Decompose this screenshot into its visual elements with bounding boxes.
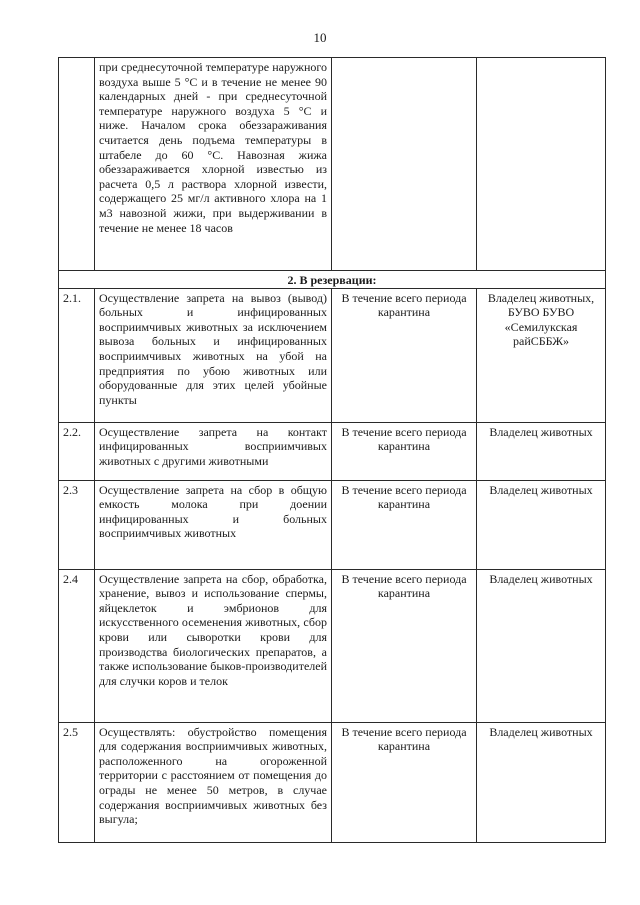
- row-term: В течение всего периода карантина: [332, 422, 477, 480]
- page-number: 10: [313, 30, 327, 45]
- table-row: [59, 569, 606, 722]
- row-number: 2.1.: [59, 288, 95, 422]
- row-responsible: Владелец животных: [477, 722, 606, 842]
- row-responsible: Владелец животных: [477, 422, 606, 480]
- row-description: Осуществление запрета на сбор в общую емкость молока при доении инфицированных и больных восприимчивых животных: [95, 480, 332, 569]
- row-description: Осуществление запрета на контакт инфицированных восприимчивых животных с другими животными: [95, 422, 332, 480]
- table-row-continuation: [59, 58, 606, 271]
- row-number: [59, 58, 95, 271]
- table-row: [59, 288, 606, 422]
- row-term: [332, 58, 477, 271]
- row-responsible: Владелец животных: [477, 480, 606, 569]
- row-responsible: Владелец животных, БУВО БУВО «Семилукская райСББЖ»: [477, 288, 606, 422]
- row-responsible: [477, 58, 606, 271]
- row-description: при среднесуточной температуре наружного воздуха выше 5 °С и в течение не менее 90 календарных дней - при среднесуточной температуре наружного воздуха 5 °С и ниже. Началом срока обеззараживания считается день подъема температуры в штабеле до 60 °С. Навозная жижа обеззараживается хлорной известью из расчета 0,5 л раствора хлорной извести, содержащего 25 мг/л активного хлора на 1 м3 навозной жижи, при выдерживании в течение не менее 18 часов: [95, 58, 332, 271]
- row-description: Осуществлять: обустройство помещения для содержания восприимчивых животных, расположенного на огороженной территории с расстоянием от помещения до ограды не менее 50 метров, в случае содержания восприимчивых животных без выгула;: [95, 722, 332, 842]
- quarantine-measures-table: [58, 57, 606, 843]
- table-row: [59, 480, 606, 569]
- row-number: 2.4: [59, 569, 95, 722]
- row-description: Осуществление запрета на сбор, обработка, хранение, вывоз и использование спермы, яйцеклеток и эмбрионов для искусственного осеменения животных, сбор крови или сыворотки крови для производства биологических препаратов, а также использование быков-производителей для случки коров и телок: [95, 569, 332, 722]
- table-row: [59, 722, 606, 842]
- table-row: [59, 422, 606, 480]
- row-term: В течение всего периода карантина: [332, 288, 477, 422]
- row-term: В течение всего периода карантина: [332, 722, 477, 842]
- row-term: В течение всего периода карантина: [332, 569, 477, 722]
- row-number: 2.5: [59, 722, 95, 842]
- row-description: Осуществление запрета на вывоз (вывод) больных и инфицированных восприимчивых животных за исключением вывоза больных и инфицированных восприимчивых животных на убой на предприятия по убою животных или оборудованные для этих целей убойные пункты: [95, 288, 332, 422]
- row-number: 2.2.: [59, 422, 95, 480]
- row-term: В течение всего периода карантина: [332, 480, 477, 569]
- section-header-row: [59, 271, 606, 289]
- row-responsible: Владелец животных: [477, 569, 606, 722]
- row-number: 2.3: [59, 480, 95, 569]
- section-title: 2. В резервации:: [59, 271, 606, 289]
